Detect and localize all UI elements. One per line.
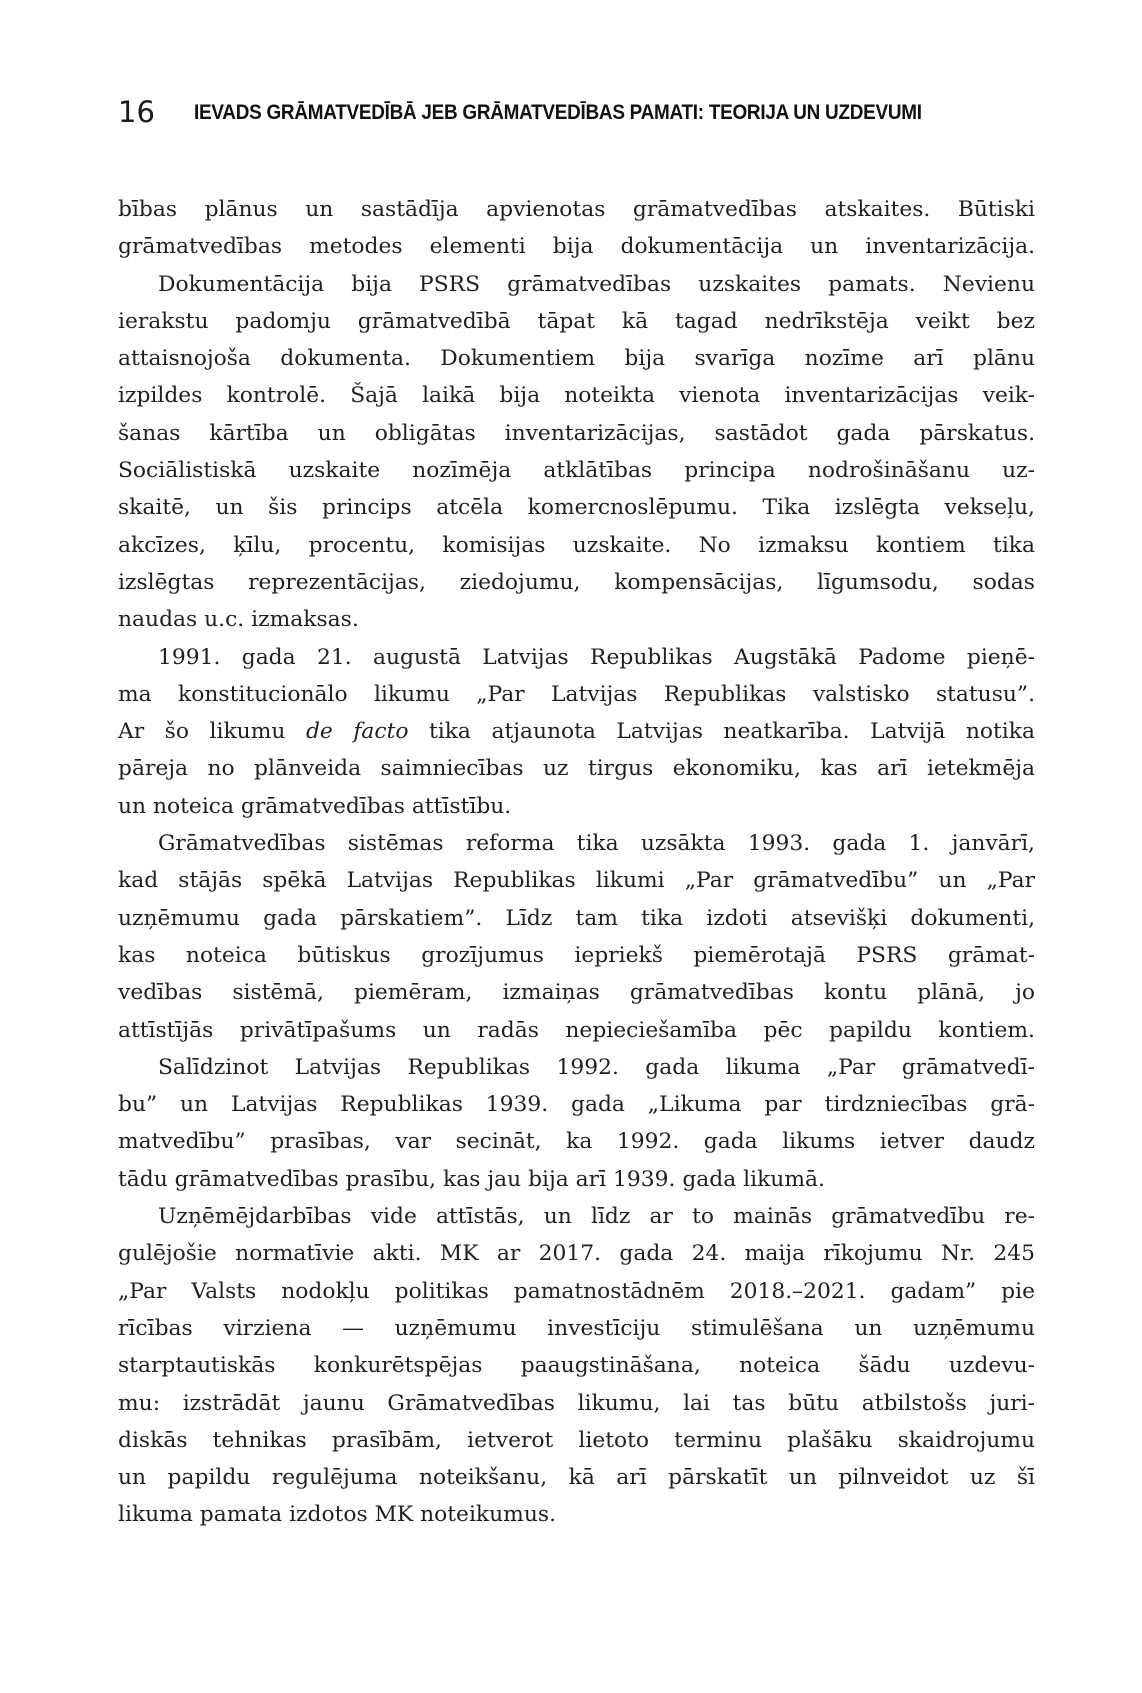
text-line: un papildu regulējuma noteikšanu, kā arī pārskatīt un pilnveidot uz šī [118,1465,1035,1491]
text-segment: Ar šo likumu [118,719,306,745]
text-line: gulējošie normatīvie akti. MK ar 2017. gada 24. maija rīkojumu Nr. 245 [118,1241,1035,1267]
text-line: matvedību” prasības, var secināt, ka 1992. gada likums ietver daudz [118,1129,1035,1155]
text-line: starptautiskās konkurētspējas paaugstināšana, noteica šādu uzdevu- [118,1353,1035,1379]
text-line: ma konstitucionālo likumu „Par Latvijas Republikas valstisko statusu”. [118,681,1035,707]
text-line: kad stājās spēkā Latvijas Republikas likumi „Par grāmatvedību” un „Par [118,868,1035,894]
text-line: izslēgtas reprezentācijas, ziedojumu, kompensācijas, līgumsodu, sodas [118,569,1035,595]
text-line: kas noteica būtiskus grozījumus iepriekš piemērotajā PSRS grāmat- [118,942,1035,968]
paragraph-first-line: 1991. gada 21. augustā Latvijas Republikas Augstākā Padome pieņē- [158,644,1035,670]
text-line: vedības sistēmā, piemēram, izmaiņas grāmatvedības kontu plānā, jo [118,980,1035,1006]
page-header [118,92,1038,132]
body-text [118,191,1035,1534]
paragraph-first-line: Dokumentācija bija PSRS grāmatvedības uzskaites pamats. Nevienu [158,271,1035,297]
text-line: grāmatvedības metodes elementi bija dokumentācija un inventarizācija. [118,234,1035,260]
paragraph-last-line: tādu grāmatvedības prasību, kas jau bija arī 1939. gada likumā. [118,1166,825,1192]
paragraph-first-line: Grāmatvedības sistēmas reforma tika uzsākta 1993. gada 1. janvārī, [158,831,1035,857]
paragraph-last-line: attīstījās privātīpašums un radās nepieciešamība pēc papildu kontiem. [118,1017,1035,1043]
paragraph-last-line: un noteica grāmatvedības attīstību. [118,793,512,819]
text-line: „Par Valsts nodokļu politikas pamatnostādnēm 2018.–2021. gadam” pie [118,1278,1035,1304]
text-line: ierakstu padomju grāmatvedībā tāpat kā tagad nedrīkstēja veikt bez [118,308,1035,334]
running-title: IEVADS GRĀMATVEDĪBĀ JEB GRĀMATVEDĪBAS PAMATI: TEORIJA UN UZDEVUMI [194,100,922,124]
text-line: šanas kārtība un obligātas inventarizācijas, sastādot gada pārskatus. [118,420,1035,446]
page-number: 16 [118,95,155,129]
text-line: mu: izstrādāt jaunu Grāmatvedības likumu, lai tas būtu atbilstošs juri- [118,1390,1035,1416]
text-line: skaitē, un šis princips atcēla komercnoslēpumu. Tika izslēgta vekseļu, [118,495,1035,521]
text-line: rīcības virziena — uzņēmumu investīciju stimulēšana un uzņēmumu [118,1315,1035,1341]
text-line: izpildes kontrolē. Šajā laikā bija noteikta vienota inventarizācijas veik- [118,383,1035,409]
text-line: diskās tehnikas prasībām, ietverot lietoto terminu plašāku skaidrojumu [118,1427,1035,1453]
paragraph-last-line: naudas u.c. izmaksas. [118,607,359,633]
text-line-with-italic [118,713,1035,750]
paragraph-first-line: Salīdzinot Latvijas Republikas 1992. gada likuma „Par grāmatvedī- [158,1054,1035,1080]
text-line: akcīzes, ķīlu, procentu, komisijas uzskaite. No izmaksu kontiem tika [118,532,1035,558]
text-line: attaisnojoša dokumenta. Dokumentiem bija svarīga nozīme arī plānu [118,346,1035,372]
text-line: bības plānus un sastādīja apvienotas grāmatvedības atskaites. Būtiski [118,197,1035,222]
text-line: pāreja no plānveida saimniecības uz tirgus ekonomiku, kas arī ietekmēja [118,756,1035,782]
italic-term: de facto [305,719,409,745]
text-line: bu” un Latvijas Republikas 1939. gada „Likuma par tirdzniecības grā- [118,1092,1035,1118]
text-segment: tika atjaunota Latvijas neatkarība. Latvijā notika [408,719,1035,745]
text-line: uzņēmumu gada pārskatiem”. Līdz tam tika izdoti atsevišķi dokumenti, [118,905,1035,931]
paragraph-last-line: likuma pamata izdotos MK noteikumus. [118,1502,556,1528]
text-line: Sociālistiskā uzskaite nozīmēja atklātības principa nodrošināšanu uz- [118,458,1035,484]
paragraph-first-line: Uzņēmējdarbības vide attīstās, un līdz ar to mainās grāmatvedību re- [158,1204,1035,1230]
